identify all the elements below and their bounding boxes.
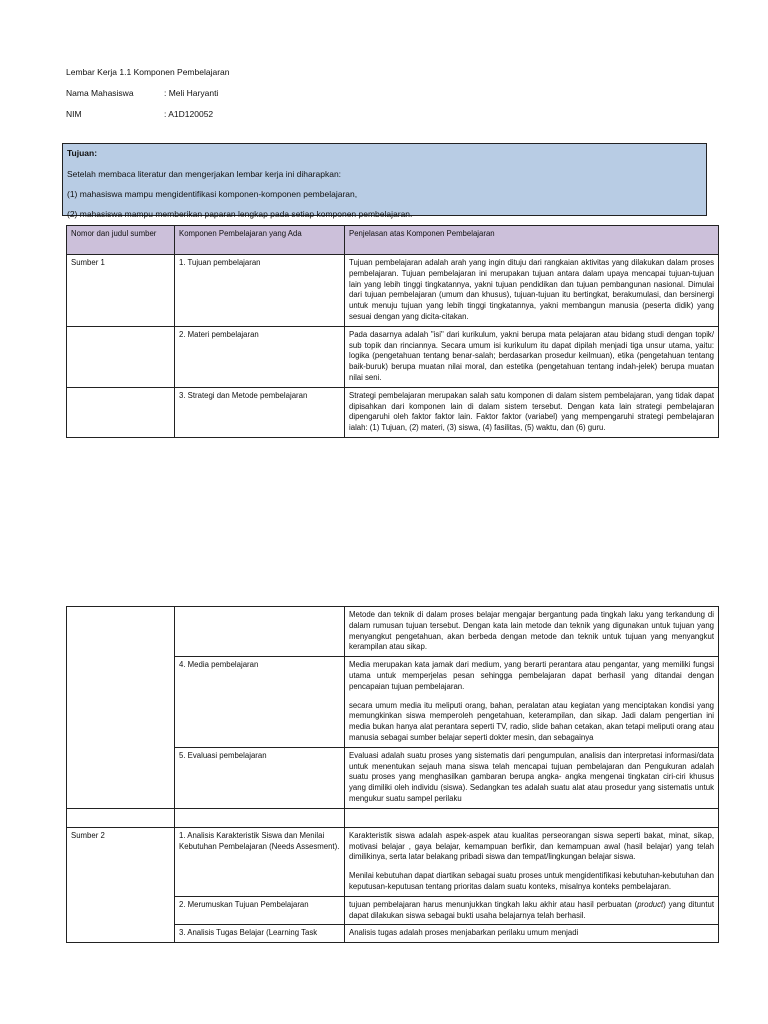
- explanation-emphasis: product: [637, 899, 664, 909]
- name-value: : Meli Haryanti: [164, 88, 219, 98]
- components-table-page-2: [66, 606, 719, 943]
- explanation-cell: Metode dan teknik di dalam proses belajar mengajar bergantung pada tingkah laku yang terkandung di dalam rumusan tujuan tersebut. Dengan kata lain metode dan teknik yang digunakan untuk tujuan yang menyangkut pengetahuan, akan berbeda dengan metode dan teknik untuk tujuan yang menyangkut kerampilan atau sikap.: [345, 607, 719, 657]
- explanation-text: ) yang dituntut dapat dilakukan siswa sebagai bukti usaha belajarnya telah berhasil.: [349, 899, 714, 920]
- objective-item-1: (1) mahasiswa mampu mengidentifikasi komponen-komponen pembelajaran,: [67, 189, 358, 199]
- objective-item-2: (2) mahasiswa mampu memberikan paparan lengkap pada setiap komponen pembelajaran.: [67, 209, 413, 219]
- source-cell: [67, 326, 175, 387]
- explanation-cell: Tujuan pembelajaran adalah arah yang ingin dituju dari rangkaian aktivitas yang dilakukan dalam proses pembelajaran. Tujuan pembelajaran ini merupakan tujuan antara dalam upaya mencapai tujuan-tujuan lain yang lebih tinggi tingkatannya, yakni tujuan pendidikan dan tujuan pembangunan nasional. Dimulai dari tujuan pembelajaran (umum dan khusus), tujuan-tujuan itu bertingkat, berakumulasi, dan bersinergi untuk menuju tujuan yang lebih tinggi tingkatannya, yakni membangun manusia (peserta didik) yang sesuai dengan yang dicita-citakan.: [345, 255, 719, 327]
- components-table-page-1: [66, 225, 719, 438]
- header-component: Komponen Pembelajaran yang Ada: [175, 226, 345, 255]
- table-header-row: [67, 226, 719, 255]
- student-nim-row: [66, 109, 214, 119]
- header-explanation: Penjelasan atas Komponen Pembelajaran: [345, 226, 719, 255]
- explanation-cell: Evaluasi adalah suatu proses yang sistematis dari pengumpulan, analisis dan interpretasi informasi/data untuk menentukan sejauh mana siswa telah mencapai tujuan pembelajaran dan Pengukuran adalah suatu proses yang menghasilkan gambaran berupa angka- angka mengenai tingkatan ciri-ciri khusus yang dimiliki oleh individu (siswa). Sedangkan tes adalah suatu alat atau prosedur yang sistematis untuk mengukur suatu sampel perilaku: [345, 747, 719, 808]
- explanation-cell: Pada dasarnya adalah "isi" dari kurikulum, yakni berupa mata pelajaran atau bidang studi dengan topik/ sub topik dan rinciannya. Secara umum isi kurikulum itu dapat dipilah menjadi tiga unsur utama, yaitu: logika (pengetahuan tentang benar-salah; berdasarkan prosedur keilmuan), etika (pengetahuan tentang baik-buruk) berupa muatan nilai moral, dan estetika (pengetahuan tentang indah-jelek) berupa muatan nilai seni.: [345, 326, 719, 387]
- objectives-title: Tujuan:: [67, 148, 98, 158]
- empty-cell: [67, 808, 175, 827]
- table-row: [67, 255, 719, 327]
- explanation-paragraph: Menilai kebutuhan dapat diartikan sebagai suatu proses untuk mengidentifikasi kebutuhan-kebutuhan dan keputusan-keputusan tentang prioritas dalam suatu konteks, misalnya konteks pembelajaran.: [349, 871, 714, 891]
- explanation-paragraph: secara umum media itu meliputi orang, bahan, peralatan atau kegiatan yang menciptakan kondisi yang memungkinkan siswa memperoleh pengetahuan, keterampilan, dan sikap. Jadi dalam pengertian ini media bukan hanya alat perantara seperti TV, radio, slide bahan cetakan, akan tetapi meliputi orang atau manusia sebagai sumber belajar seperti dokter mesin, dan sebagainya: [349, 700, 714, 742]
- explanation-paragraph: Karakteristik siswa adalah aspek-aspek atau kualitas perseorangan siswa seperti bakat, minat, sikap, motivasi belajar , gaya belajar, kemampuan berfikir, dan kemampuan awal (hasil belajar) yang telah dimilikinya, serta latar belakang pribadi siswa dan tempat/lingkungan belajar siswa.: [349, 830, 714, 862]
- component-cell: 3. Analisis Tugas Belajar (Learning Task: [175, 925, 345, 943]
- component-cell: 4. Media pembelajaran: [175, 657, 345, 748]
- nim-label: NIM: [66, 109, 82, 119]
- explanation-cell: [345, 657, 719, 748]
- component-cell: 2. Merumuskan Tujuan Pembelajaran: [175, 896, 345, 925]
- explanation-text: tujuan pembelajaran harus menunjukkan tingkah laku akhir atau hasil perbuatan (: [349, 899, 638, 909]
- name-label: Nama Mahasiswa: [66, 88, 134, 98]
- objectives-intro: Setelah membaca literatur dan mengerjakan lembar kerja ini diharapkan:: [67, 169, 342, 179]
- table-row: [67, 827, 719, 896]
- component-cell: [175, 607, 345, 657]
- table-row: [67, 607, 719, 657]
- explanation-cell: Analisis tugas adalah proses menjabarkan perilaku umum menjadi: [345, 925, 719, 943]
- source-cell: [67, 387, 175, 437]
- component-cell: 1. Tujuan pembelajaran: [175, 255, 345, 327]
- source-cell: [67, 607, 175, 809]
- component-cell: 3. Strategi dan Metode pembelajaran: [175, 387, 345, 437]
- header-source: Nomor dan judul sumber: [67, 226, 175, 255]
- table-row: [67, 326, 719, 387]
- nim-value: : A1D120052: [164, 109, 214, 119]
- component-cell: 1. Analisis Karakteristik Siswa dan Menilai Kebutuhan Pembelajaran (Needs Assesment).: [175, 827, 345, 896]
- source-cell: Sumber 2: [67, 827, 175, 942]
- empty-cell: [345, 808, 719, 827]
- explanation-cell: [345, 827, 719, 896]
- table-row-empty: [67, 808, 719, 827]
- component-cell: 5. Evaluasi pembelajaran: [175, 747, 345, 808]
- explanation-cell: [345, 896, 719, 925]
- component-cell: 2. Materi pembelajaran: [175, 326, 345, 387]
- table-row: [67, 387, 719, 437]
- source-cell: Sumber 1: [67, 255, 175, 327]
- student-name-row: [66, 88, 219, 98]
- worksheet-title: Lembar Kerja 1.1 Komponen Pembelajaran: [66, 67, 230, 77]
- explanation-cell: Strategi pembelajaran merupakan salah satu komponen di dalam sistem pembelajaran, yang tidak dapat dipisahkan dari komponen lain di dalam sistem tersebut. Dengan kata lain strategi pembelajaran dipengaruhi oleh faktor faktor lain. Faktor faktor (variabel) yang mempengaruhi strategi pembelajaran ialah: (1) Tujuan, (2) materi, (3) siswa, (4) fasilitas, (5) waktu, dan (6) guru.: [345, 387, 719, 437]
- empty-cell: [175, 808, 345, 827]
- objectives-box: [62, 143, 707, 219]
- explanation-paragraph: Media merupakan kata jamak dari medium, yang berarti perantara atau pengantar, yang memiliki fungsi utama untuk memperjelas pesan sehingga pembelajaran dapat berhasil yang ditandai dengan pencapaian tujuan pembelajaran.: [349, 660, 714, 691]
